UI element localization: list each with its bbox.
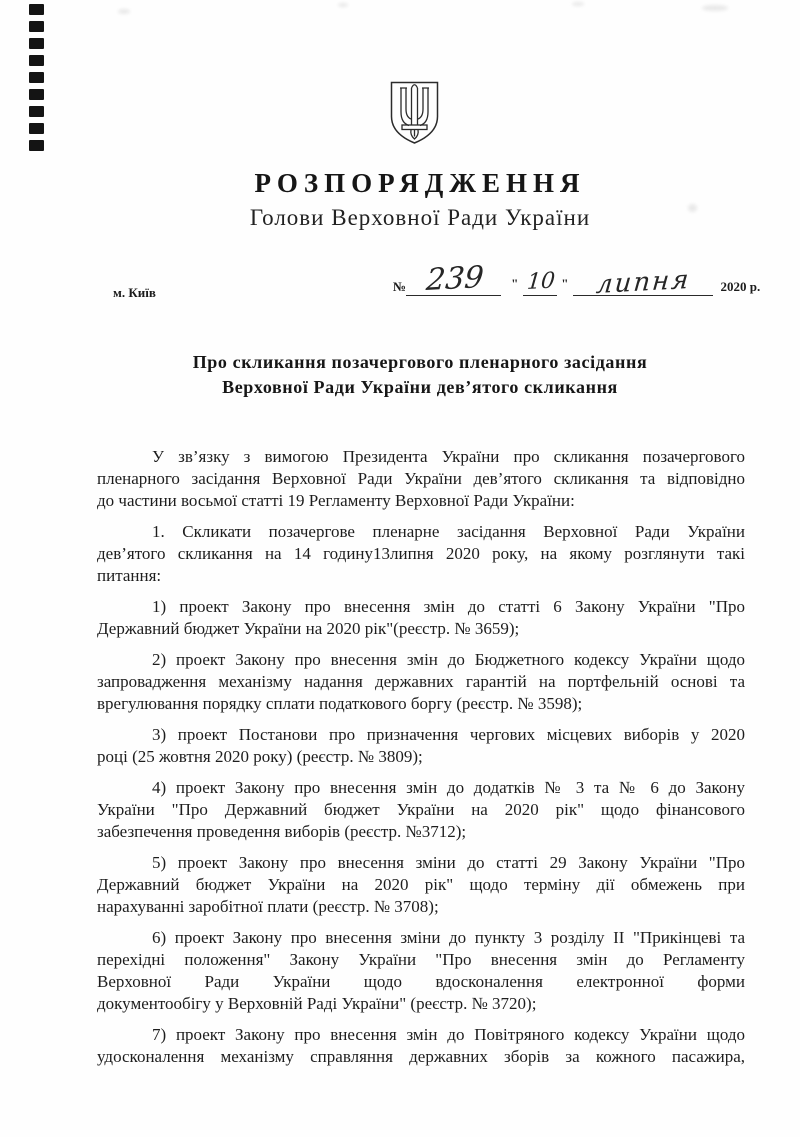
text-line: 1) проект Закону про внесення змін до статті 6 Закону України "Про [152, 597, 745, 616]
body-paragraph [97, 521, 745, 587]
text-line: 6) проект Закону про внесення зміни до пункту 3 розділу II "Прикінцеві та [152, 928, 745, 947]
body-paragraph [97, 927, 745, 1015]
text-line: питання: [97, 566, 162, 585]
scan-smudge [572, 2, 584, 6]
text-line: до частини восьмої статті 19 Регламенту Верховної Ради України: [97, 491, 575, 510]
scan-artifact-dash [29, 21, 44, 32]
body-paragraph [97, 724, 745, 768]
text-line: України "Про Державний бюджет України на 2020 рік" щодо фінансового [97, 800, 745, 819]
scan-artifact-dash [29, 38, 44, 49]
handwritten-number: 239 [424, 259, 486, 299]
scan-artifact-dash [29, 140, 44, 151]
scan-artifact-dash [29, 55, 44, 66]
day-field [523, 268, 557, 296]
text-line: 2) проект Закону про внесення змін до Бюджетного кодексу України щодо [152, 650, 745, 669]
text-line: 7) проект Закону про внесення змін до Повітряного кодексу України щодо [152, 1025, 745, 1044]
text-line: У зв’язку з вимогою Президента України про скликання позачергового [152, 447, 745, 466]
text-line: Державний бюджет України на 2020 рік" щодо терміну дії обмежень при [97, 875, 745, 894]
scan-artifact-dash [29, 4, 44, 15]
subject-heading [40, 350, 800, 400]
text-line: дев’ятого скликання на 14 годину13липня 2020 року, на якому розглянути такі [97, 544, 745, 563]
number-sign: № [393, 279, 407, 294]
text-line: перехідні положення" Закону України "Про внесення змін до Регламенту [97, 950, 745, 969]
document-title: РОЗПОРЯДЖЕННЯ [254, 168, 586, 198]
document-body [97, 446, 745, 1077]
body-paragraph [97, 446, 745, 512]
text-line: документообігу у Верховній Раді України" (реєстр. № 3720); [97, 994, 537, 1013]
body-paragraph [97, 649, 745, 715]
text-line: році (25 жовтня 2020 року) (реєстр. № 3809); [97, 747, 423, 766]
text-line: 5) проект Закону про внесення зміни до статті 29 Закону України "Про [152, 853, 745, 872]
scan-artifact-marks [29, 4, 44, 151]
year-label: 2020 р. [720, 279, 761, 294]
body-paragraph [97, 852, 745, 918]
scan-artifact-dash [29, 89, 44, 100]
text-line: удосконалення механізму справляння державних зборів за кожного пасажира, [97, 1047, 745, 1066]
text-line: Верховної Ради України щодо вдосконалення електронної форми [97, 972, 745, 991]
subject-line-1: Про скликання позачергового пленарного засідання [192, 352, 648, 372]
scan-artifact-dash [29, 106, 44, 117]
number-date-row [393, 259, 761, 301]
scan-artifact-dash [29, 72, 44, 83]
scan-smudge [702, 5, 728, 11]
handwritten-day: 10 [526, 268, 557, 296]
text-line: нарахуванні заробітної плати (реєстр. № 3708); [97, 897, 439, 916]
document-number-field [406, 259, 501, 299]
quote-close: " [561, 276, 569, 291]
subject-line-2: Верховної Ради України дев’ятого скликання [222, 377, 618, 397]
scan-artifact-dash [29, 123, 44, 134]
body-paragraph [97, 1024, 745, 1068]
document-subtitle: Голови Верховної Ради України [249, 205, 591, 230]
body-paragraph [97, 777, 745, 843]
quote-open: " [511, 276, 519, 291]
text-line: запровадження механізму надання державних гарантій на портфельній основі та [97, 672, 745, 691]
text-line: 4) проект Закону про внесення змін до додатків № 3 та № 6 до Закону [152, 778, 745, 797]
ukraine-trident-emblem [388, 79, 441, 152]
text-line: врегулювання порядку сплати податкового боргу (реєстр. № 3598); [97, 694, 583, 713]
handwritten-month: липня [595, 264, 693, 301]
city-label: м. Київ [113, 285, 156, 300]
body-paragraph [97, 596, 745, 640]
text-line: 1. Скликати позачергове пленарне засідання Верховної Ради України [152, 522, 745, 541]
text-line: забезпечення проведення виборів (реєстр. №3712); [97, 822, 467, 841]
scan-smudge [338, 3, 348, 7]
month-field [573, 264, 713, 301]
text-line: Державний бюджет України на 2020 рік"(реєстр. № 3659); [97, 619, 520, 638]
scan-smudge [118, 9, 130, 14]
text-line: пленарного засідання Верховної Ради України дев’ятого скликання та відповідно [97, 469, 745, 488]
text-line: 3) проект Постанови про призначення чергових місцевих виборів у 2020 [152, 725, 745, 744]
